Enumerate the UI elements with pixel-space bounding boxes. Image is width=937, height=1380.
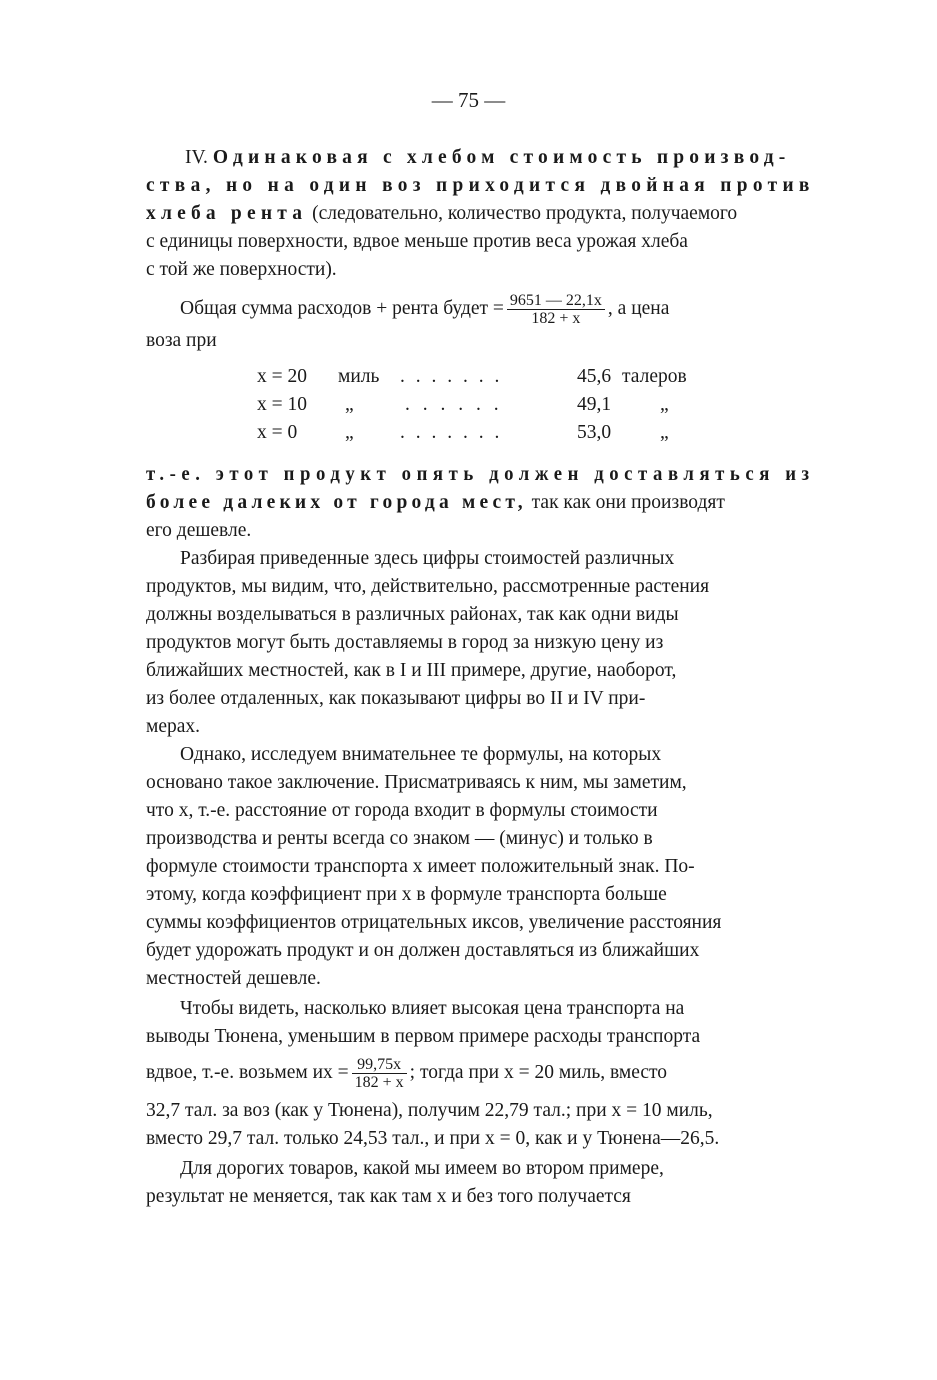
spaced-text: хлеба рента [146,203,308,224]
transport-fraction [352,1056,407,1091]
page-number: — 75 — [431,88,506,112]
conclusion-line1: т.-е. этот продукт опять должен доставляться из [146,464,815,485]
cell-dots: . . . . . . [405,394,503,415]
formulas-line: формуле стоимости транспорта x имеет положительный знак. По- [146,856,695,877]
analysis-line: продуктов, мы видим, что, действительно, рассмотренные растения [146,576,710,597]
formula-line [180,292,669,327]
plain-text: так как они производят [526,492,725,513]
transport-line1: Чтобы видеть, насколько влияет высокая цена транспорта на [180,998,685,1019]
transport-line4: 32,7 тал. за воз (как у Тюнена), получим 22,79 тал.; при x = 10 миль, [146,1100,713,1121]
formulas-line: местностей дешевле. [146,968,321,989]
fraction-numerator: 9651 — 22,1x [507,292,605,310]
spaced-text: более далеких от города мест, [146,492,527,513]
section4-line4: с единицы поверхности, вдвое меньше против веса урожая хлеба [146,231,688,252]
analysis-line: мерах. [146,716,201,737]
fraction-denominator: 182 + x [531,310,581,327]
formula-line2: воза при [146,330,217,351]
section4-line5: с той же поверхности). [146,259,337,280]
formula-suffix: , а цена [607,297,670,319]
expensive-line: Для дорогих товаров, какой мы имеем во втором примере, [180,1158,664,1179]
transport-suffix: ; тогда при x = 20 миль, вместо [409,1061,667,1083]
cell-currency: талеров [622,366,687,387]
section4-line2: ства, но на один воз приходится двойная против [146,175,815,196]
cell-dots: . . . . . . . [400,422,503,443]
formulas-line: Однако, исследуем внимательнее те формулы, на которых [180,744,662,765]
conclusion-line3: его дешевле. [146,520,252,541]
formulas-line: суммы коэффициентов отрицательных иксов, увеличение расстояния [146,912,722,933]
analysis-line: ближайших местностей, как в I и III примере, другие, наоборот, [146,660,677,681]
formulas-line: этому, когда коэффициент при x в формуле транспорта больше [146,884,667,905]
cell-dots: . . . . . . . [400,366,503,387]
rent-fraction [507,292,605,327]
formula-prefix: Общая сумма расходов + рента будет = [180,297,504,319]
section4-line1 [185,145,790,171]
formulas-line: основано такое заключение. Присматриваясь к ним, мы заметим, [146,772,687,793]
expensive-line: результат не меняется, так как там x и без того получается [146,1186,631,1207]
formulas-line: производства и ренты всегда со знаком — (минус) и только в [146,828,653,849]
section-heading-text: Одинаковая с хлебом стоимость производ- [212,147,791,168]
cell-currency: „ [660,422,669,443]
transport-line3 [146,1056,667,1091]
cell-unit: миль [338,366,380,387]
cell-value: 53,0 [577,422,612,443]
formulas-line: будет удорожать продукт и он должен доставляться из ближайших [146,940,700,961]
transport-line5: вместо 29,7 тал. только 24,53 тал., и при x = 0, как и у Тюнена—26,5. [146,1128,720,1149]
transport-prefix: вдвое, т.-е. возьмем их = [146,1061,349,1083]
analysis-line: из более отдаленных, как показывают цифры во II и IV при- [146,688,646,709]
cell-value: 45,6 [577,366,612,387]
section-numeral: IV. [185,147,213,168]
paren-text: (следовательно, количество продукта, получаемого [307,203,738,224]
cell-unit: „ [345,422,354,443]
cell-x: x = 20 [257,366,307,387]
analysis-line: продуктов могут быть доставляемы в город за низкую цену из [146,632,664,653]
cell-x: x = 10 [257,394,307,415]
analysis-line: Разбирая приведенные здесь цифры стоимостей различных [180,548,675,569]
analysis-line: должны возделываться в различных районах, так как одни виды [146,604,679,625]
fraction-numerator: 99,75x [352,1056,407,1074]
formulas-line: что x, т.-е. расстояние от города входит в формулы стоимости [146,800,658,821]
cell-currency: „ [660,394,669,415]
fraction-denominator: 182 + x [354,1074,404,1091]
transport-line2: выводы Тюнена, уменьшим в первом примере расходы транспорта [146,1026,701,1047]
section4-line3 [146,201,737,227]
conclusion-line2 [146,490,725,516]
cell-unit: „ [345,394,354,415]
cell-x: x = 0 [257,422,298,443]
cell-value: 49,1 [577,394,612,415]
